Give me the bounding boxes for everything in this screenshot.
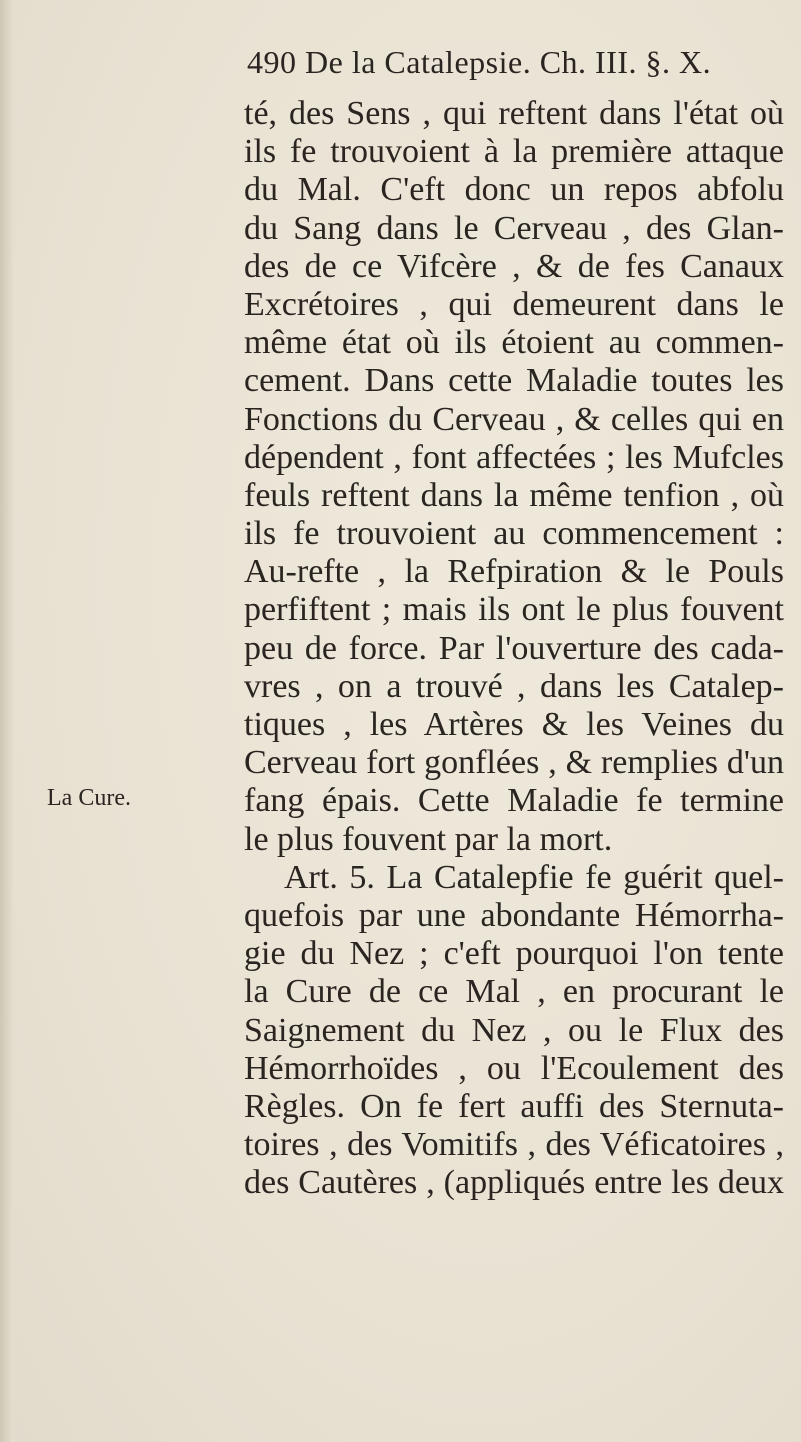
text-line: la Cure de ce Mal , en procurant le	[244, 973, 784, 1011]
text-line: ils fe trouvoient à la première attaque	[244, 133, 784, 171]
body-text	[244, 95, 784, 1202]
text-line: Fonctions du Cerveau , & celles qui en	[244, 400, 784, 438]
text-line: du Mal. C'eft donc un repos abfolu	[244, 171, 784, 209]
text-line: des de ce Vifcère , & de fes Canaux	[244, 247, 784, 285]
text-line: Art. 5. La Catalepfie fe guérit quel-	[284, 858, 784, 896]
text-line: peu de force. Par l'ouverture des cada-	[244, 629, 784, 667]
text-line: dépendent , font affectées ; les Mufcles	[244, 438, 784, 476]
text-line: tiques , les Artères & les Veines du	[244, 706, 784, 743]
text-line: toires , des Vomitifs , des Véficatoires ,	[244, 1126, 784, 1164]
text-line: ils fe trouvoient au commencement :	[244, 515, 784, 553]
text-line: feuls reftent dans la même tenfion , où	[244, 476, 784, 514]
text-line: du Sang dans le Cerveau , des Glan-	[244, 209, 784, 247]
text-line: même état où ils étoient au commen-	[244, 324, 784, 362]
text-line: quefois par une abondante Hémorrha-	[244, 896, 784, 934]
text-line: cement. Dans cette Maladie toutes les	[244, 362, 784, 400]
text-line: gie du Nez ; c'eft pourquoi l'on tente	[244, 935, 784, 973]
text-line: Saignement du Nez , ou le Flux des	[244, 1011, 784, 1049]
text-line: Cerveau fort gonflées , & remplies d'un	[244, 744, 784, 782]
page-binding-edge	[0, 0, 14, 1442]
text-line: Au-refte , la Refpiration & le Pouls	[244, 553, 784, 591]
text-line: Règles. On fe fert auffi des Sternuta-	[244, 1087, 784, 1125]
text-line: vres , on a trouvé , dans les Catalep-	[244, 667, 784, 705]
running-header: 490 De la Catalepsie. Ch. III. §. X.	[247, 44, 712, 80]
text-line: le plus fouvent par la mort.	[244, 820, 613, 858]
text-line: perfiftent ; mais ils ont le plus fouvent	[244, 591, 784, 629]
margin-note: La Cure.	[47, 785, 131, 811]
text-line: Hémorrhoïdes , ou l'Ecoulement des	[244, 1049, 784, 1087]
text-line: fang épais. Cette Maladie fe termine	[244, 782, 784, 820]
text-line: des Cautères , (appliqués entre les deux	[244, 1164, 784, 1202]
text-line: té, des Sens , qui reftent dans l'état où	[244, 95, 784, 132]
text-line: Excrétoires , qui demeurent dans le	[244, 285, 784, 323]
